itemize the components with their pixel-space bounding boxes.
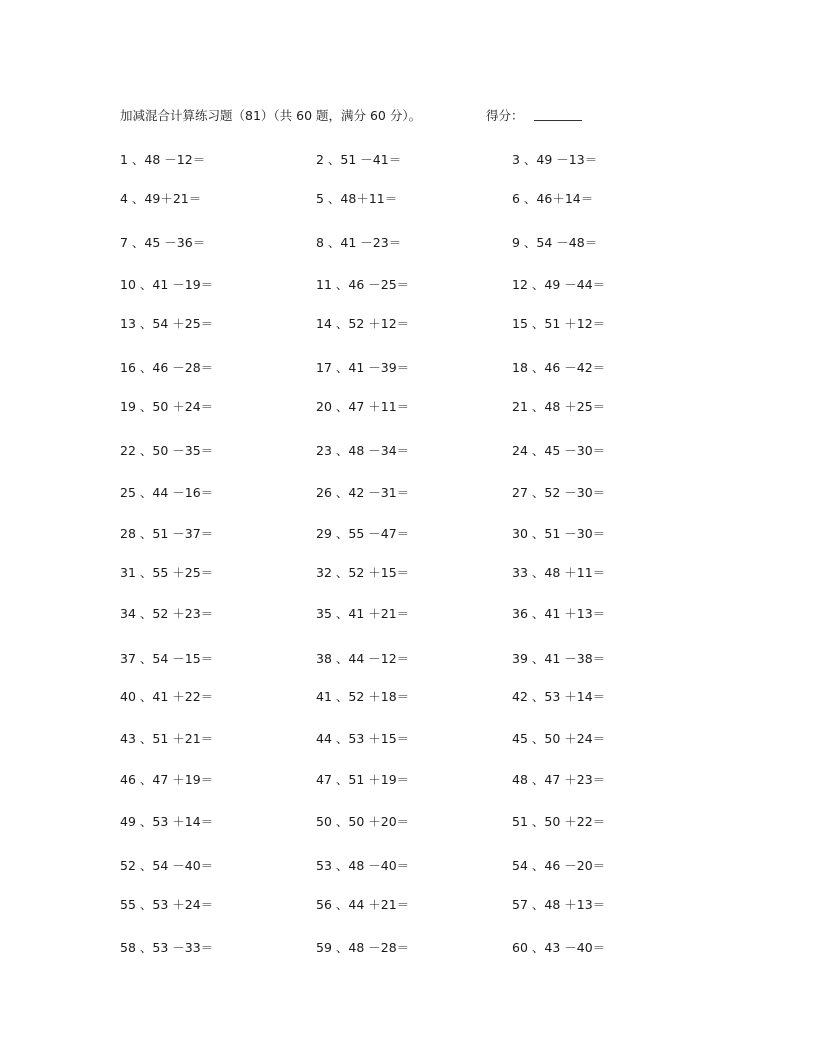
problem-item: 36 、41 ＋13＝ [512, 606, 606, 621]
problem-item: 38 、44 －12＝ [316, 651, 410, 666]
problem-item: 8 、41 －23＝ [316, 235, 402, 250]
problem-item: 49 、53 ＋14＝ [120, 814, 214, 829]
problem-item: 39 、41 －38＝ [512, 651, 606, 666]
problem-item: 34 、52 ＋23＝ [120, 606, 214, 621]
problem-item: 33 、48 ＋11＝ [512, 565, 606, 580]
problem-item: 10 、41 －19＝ [120, 277, 214, 292]
problem-item: 50 、50 ＋20＝ [316, 814, 410, 829]
score-label: 得分： [486, 108, 524, 123]
problem-item: 21 、48 ＋25＝ [512, 399, 606, 414]
problem-item: 25 、44 －16＝ [120, 485, 214, 500]
problem-item: 45 、50 ＋24＝ [512, 731, 606, 746]
problem-item: 1 、48 －12＝ [120, 152, 206, 167]
problem-item: 47 、51 ＋19＝ [316, 772, 410, 787]
problem-item: 55 、53 ＋24＝ [120, 897, 214, 912]
problem-item: 12 、49 －44＝ [512, 277, 606, 292]
problem-item: 24 、45 －30＝ [512, 443, 606, 458]
problem-item: 43 、51 ＋21＝ [120, 731, 214, 746]
problem-item: 14 、52 ＋12＝ [316, 316, 410, 331]
problem-item: 52 、54 －40＝ [120, 858, 214, 873]
problem-item: 20 、47 ＋11＝ [316, 399, 410, 414]
problem-item: 15 、51 ＋12＝ [512, 316, 606, 331]
problem-item: 29 、55 －47＝ [316, 526, 410, 541]
problem-item: 51 、50 ＋22＝ [512, 814, 606, 829]
problem-item: 42 、53 ＋14＝ [512, 689, 606, 704]
problem-item: 19 、50 ＋24＝ [120, 399, 214, 414]
problem-item: 13 、54 ＋25＝ [120, 316, 214, 331]
problem-item: 37 、54 －15＝ [120, 651, 214, 666]
problem-item: 32 、52 ＋15＝ [316, 565, 410, 580]
problem-item: 2 、51 －41＝ [316, 152, 402, 167]
problem-item: 3 、49 －13＝ [512, 152, 598, 167]
problem-item: 59 、48 －28＝ [316, 940, 410, 955]
problem-item: 16 、46 －28＝ [120, 360, 214, 375]
problem-item: 44 、53 ＋15＝ [316, 731, 410, 746]
problem-item: 28 、51 －37＝ [120, 526, 214, 541]
problem-item: 57 、48 ＋13＝ [512, 897, 606, 912]
problem-item: 48 、47 ＋23＝ [512, 772, 606, 787]
problem-item: 46 、47 ＋19＝ [120, 772, 214, 787]
problem-item: 4 、49＋21＝ [120, 191, 202, 206]
problem-item: 5 、48＋11＝ [316, 191, 398, 206]
worksheet-title: 加减混合计算练习题（81）（共 60 题，满分 60 分）。 [120, 108, 422, 123]
problem-item: 40 、41 ＋22＝ [120, 689, 214, 704]
problem-item: 27 、52 －30＝ [512, 485, 606, 500]
problem-item: 7 、45 －36＝ [120, 235, 206, 250]
problem-item: 17 、41 －39＝ [316, 360, 410, 375]
problem-item: 26 、42 －31＝ [316, 485, 410, 500]
problem-item: 58 、53 －33＝ [120, 940, 214, 955]
problem-item: 23 、48 －34＝ [316, 443, 410, 458]
problem-item: 35 、41 ＋21＝ [316, 606, 410, 621]
problem-item: 6 、46＋14＝ [512, 191, 594, 206]
problem-item: 53 、48 －40＝ [316, 858, 410, 873]
problem-item: 60 、43 －40＝ [512, 940, 606, 955]
problem-item: 30 、51 －30＝ [512, 526, 606, 541]
problem-item: 9 、54 －48＝ [512, 235, 598, 250]
problem-item: 18 、46 －42＝ [512, 360, 606, 375]
problem-item: 31 、55 ＋25＝ [120, 565, 214, 580]
problem-item: 56 、44 ＋21＝ [316, 897, 410, 912]
problem-item: 41 、52 ＋18＝ [316, 689, 410, 704]
problem-item: 54 、46 －20＝ [512, 858, 606, 873]
problem-item: 22 、50 －35＝ [120, 443, 214, 458]
problem-item: 11 、46 －25＝ [316, 277, 410, 292]
